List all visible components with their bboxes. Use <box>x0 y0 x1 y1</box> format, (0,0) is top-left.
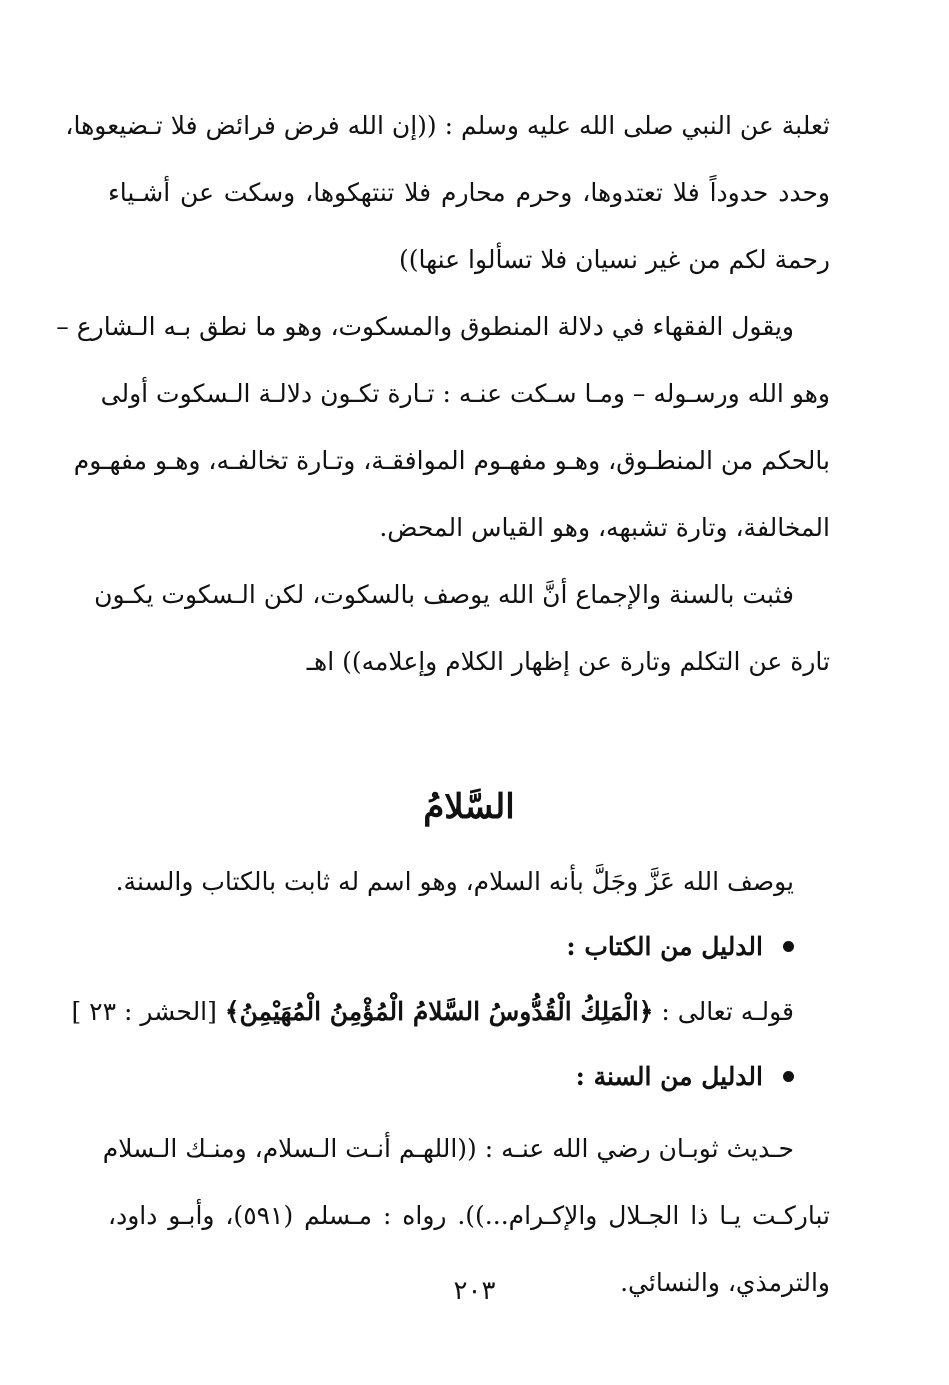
paragraph-hadith-continuation <box>65 92 830 293</box>
text-line: رحمة لكم من غير نسيان فلا تسألوا عنها)) <box>398 245 830 274</box>
bullet-evidence-sunnah <box>108 1045 830 1109</box>
text-line: تارة عن التكلم وتارة عن إظهار الكلام وإعلامه)) اهـ <box>306 647 830 676</box>
text-line: ويقول الفقهاء في دلالة المنطوق والمسكوت، وهو ما نطق بـه الـشارع – <box>56 312 794 341</box>
text-line: فثبت بالسنة والإجماع أنَّ الله يوصف بالسكوت، لكن الـسكوت يكـون <box>94 580 794 609</box>
text-line: وهو الله ورسـوله – ومـا سـكت عنـه : تـارة تكـون دلالـة الـسكوت أولى <box>100 379 830 408</box>
text-line: ثعلبة عن النبي صلى الله عليه وسلم : ((إن الله فرض فرائض فلا تـضيعوها، <box>65 111 830 140</box>
bullet-icon <box>783 941 794 952</box>
section-title: السَّلامُ <box>423 787 515 827</box>
bullet-label: الدليل من السنة : <box>575 1062 763 1091</box>
ayah-text: ﴿الْمَلِكُ الْقُدُّوسُ السَّلامُ الْمُؤْمِنُ الْمُهَيْمِنُ﴾ <box>224 997 654 1026</box>
paragraph-conclusion <box>94 561 830 695</box>
text-line: المخالفة، وتارة تشبهه، وهو القياس المحض. <box>379 513 830 542</box>
bullet-label: الدليل من الكتاب : <box>566 932 763 961</box>
citation-prefix: قولـه تعالى : <box>653 997 794 1026</box>
page-number: ٢٠٣ <box>453 1276 496 1306</box>
page-content <box>56 92 830 1316</box>
quran-citation <box>71 979 830 1045</box>
bullet-evidence-book <box>108 915 830 979</box>
text-line: حـديث ثوبـان رضي الله عنـه : ((اللهـم أنـت الـسلام، ومنـك الـسلام <box>102 1134 794 1163</box>
text-line: والترمذي، والنسائي. <box>620 1268 830 1297</box>
text-line: بالحكم من المنطـوق، وهـو مفهـوم الموافقـة، وتـارة تخالفـه، وهـو مفهـوم <box>73 446 830 475</box>
text-line: تباركـت يـا ذا الجـلال والإكـرام...)). رواه : مـسلم (٥٩١)، وأبـو داود، <box>108 1201 830 1230</box>
paragraph-fuqaha <box>56 293 830 561</box>
section-intro: يوصف الله عَزَّ وجَلَّ بأنه السلام، وهو اسم له ثابت بالكتاب والسنة. <box>115 867 794 896</box>
text-line: وحدد حدوداً فلا تعتدوها، وحرم محارم فلا تنتهكوها، وسكت عن أشـياء <box>108 178 830 207</box>
ayah-reference: [الحشر : ٢٣ ] <box>71 997 225 1026</box>
bullet-icon <box>783 1071 794 1082</box>
